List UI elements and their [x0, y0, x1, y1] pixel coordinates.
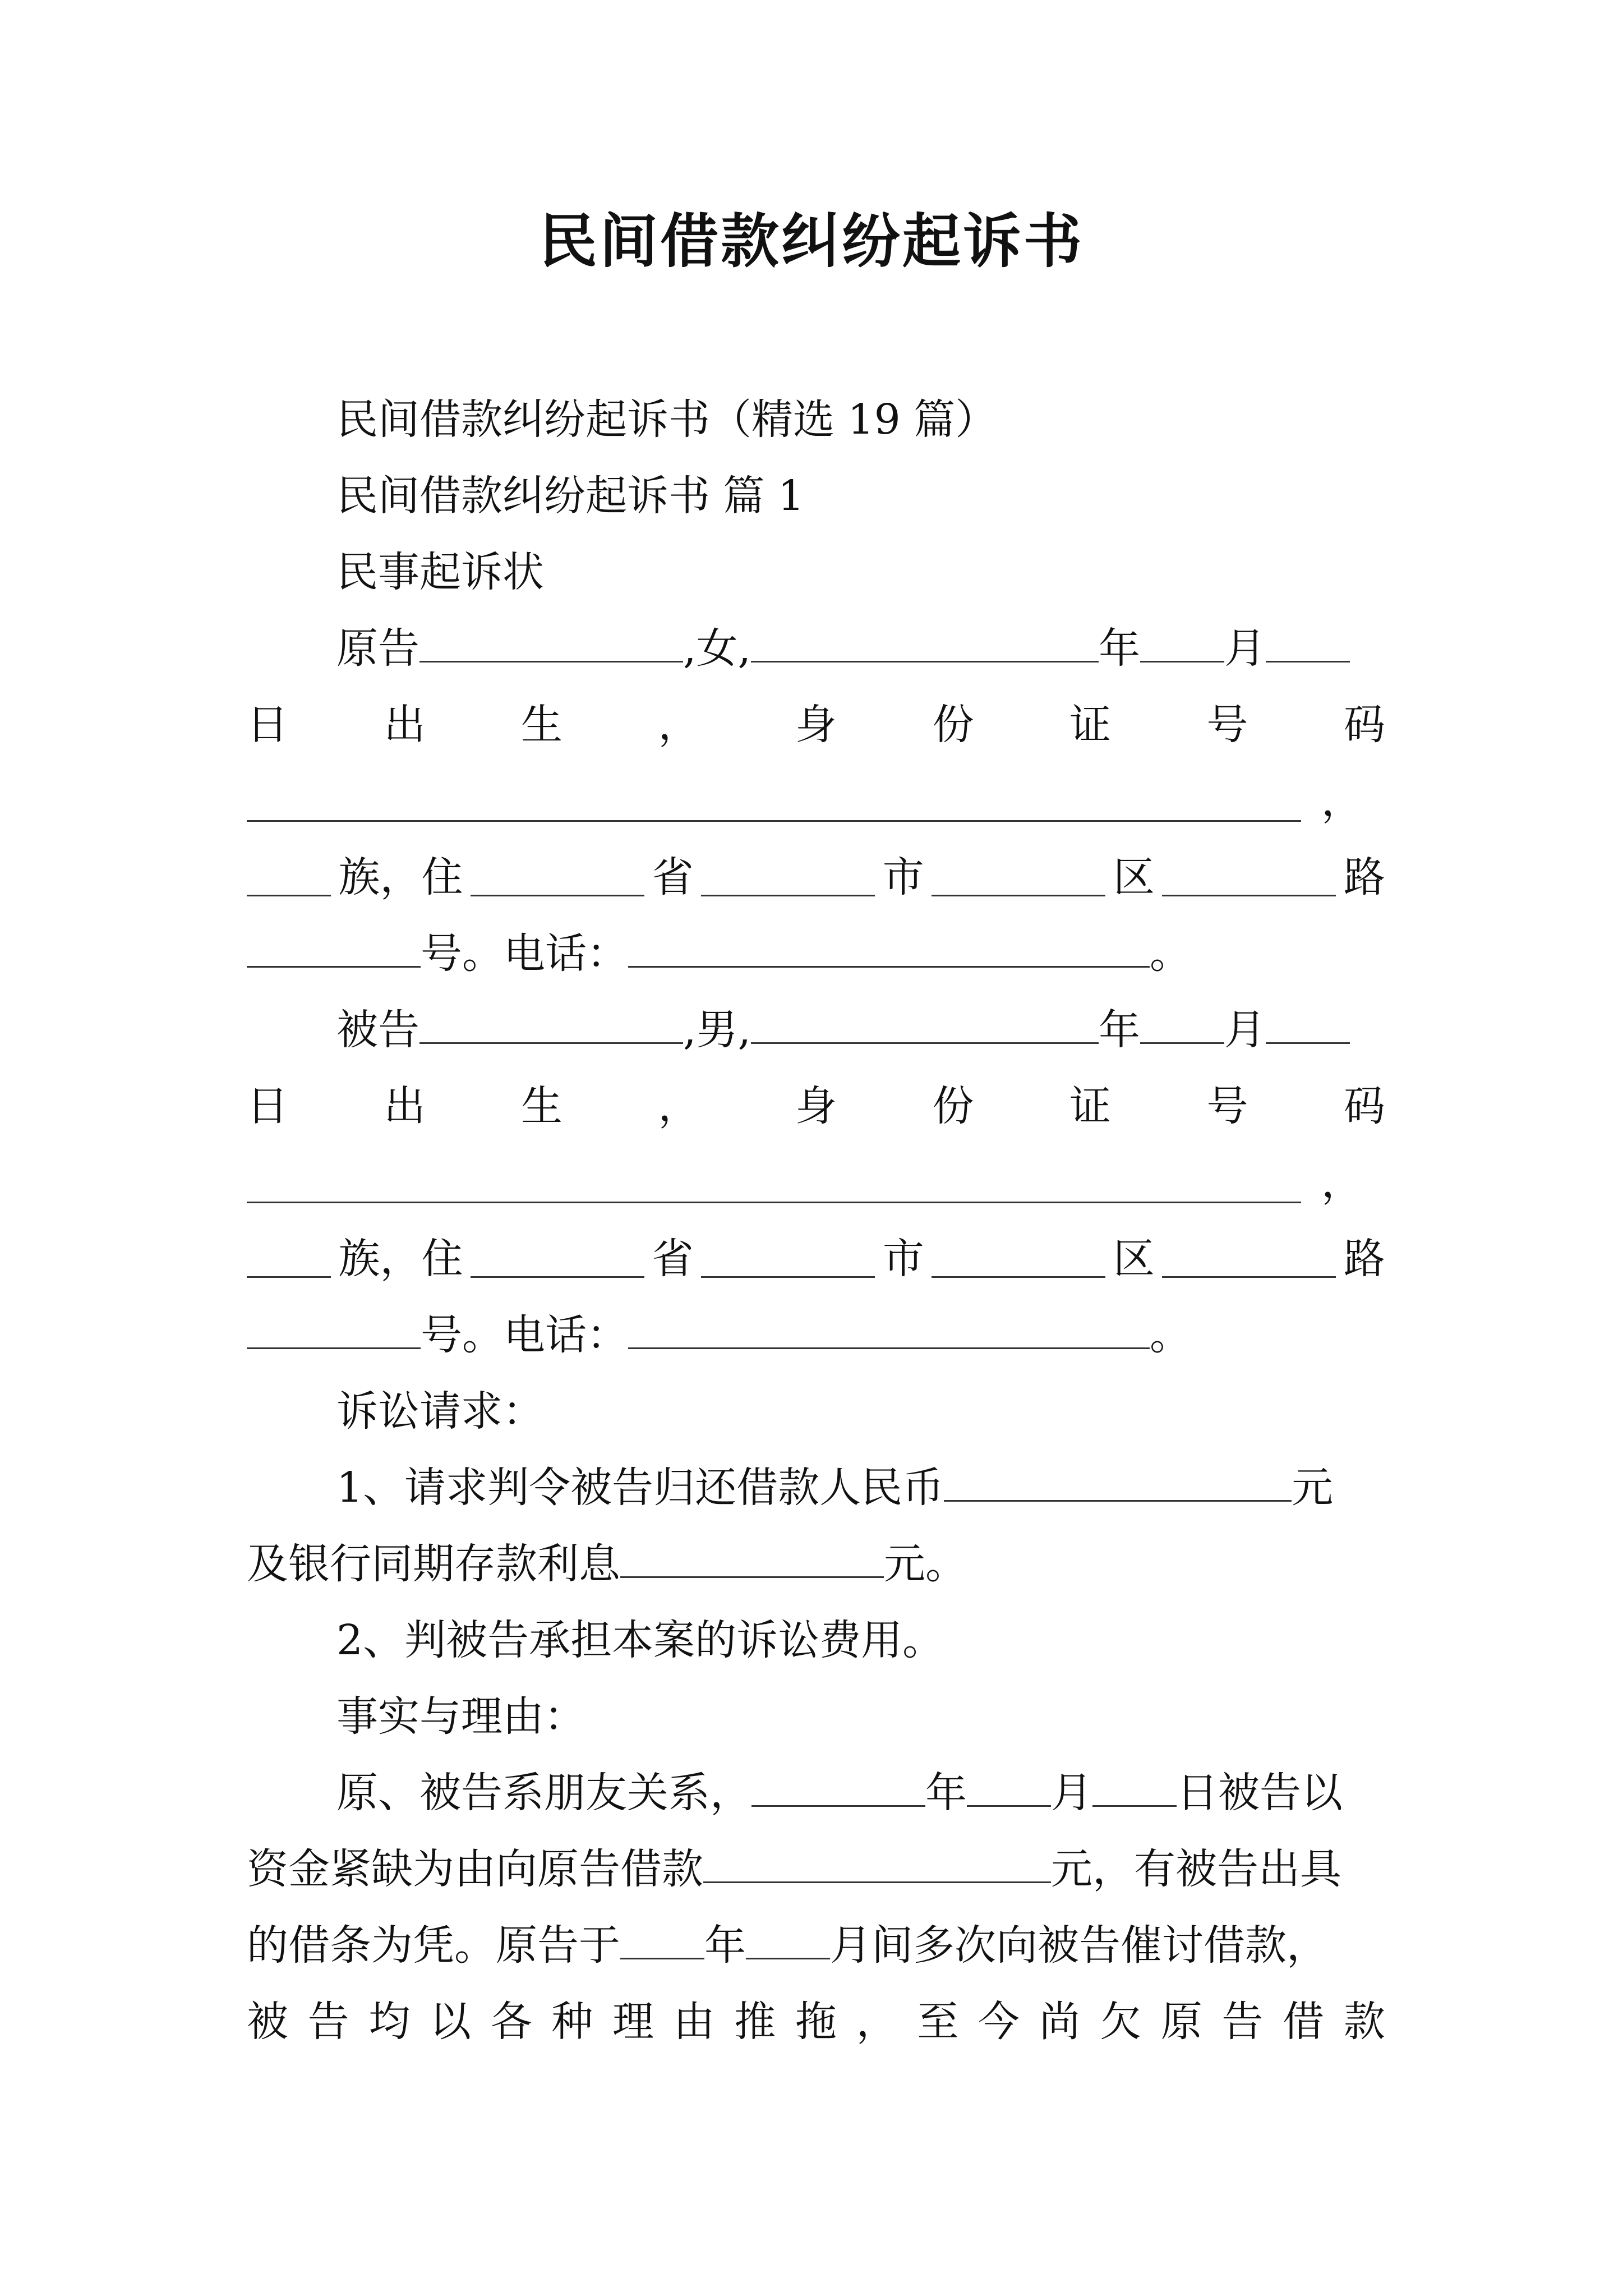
- claim-2: 2、判被告承担本案的诉讼费用。: [336, 1616, 944, 1664]
- plaintiff-gender: ,女,: [683, 624, 751, 673]
- defendant-label: 被告: [336, 1006, 419, 1054]
- claim-1-line-2: [247, 1526, 1385, 1602]
- facts-2-tail: 元，有被告出具: [1051, 1845, 1341, 1893]
- plaintiff-ethnic: 族，住: [338, 853, 463, 901]
- facts-4-char-3: 以: [429, 1998, 471, 2046]
- plaintiff-day-blank: [1266, 625, 1350, 662]
- defendant-day-char-2: 生: [521, 1082, 562, 1130]
- plaintiff-id-blank: [247, 781, 1301, 822]
- facts-4-char-14: 欠: [1100, 1998, 1142, 2046]
- defendant-line-4: [247, 1221, 1385, 1297]
- facts-1-month-blank: [967, 1769, 1051, 1807]
- plaintiff-day-char-6: 证: [1069, 701, 1111, 749]
- facts-line-3: [247, 1907, 1385, 1984]
- plaintiff-period: 。: [1150, 930, 1191, 978]
- subtitle: 民间借款纠纷起诉书（精选 19 篇）: [336, 395, 997, 444]
- plaintiff-year: 年: [1099, 624, 1141, 673]
- defendant-line-2: [247, 1068, 1385, 1144]
- plaintiff-month-blank: [1140, 625, 1224, 662]
- facts-line-2: [247, 1831, 1385, 1907]
- defendant-city-blank: [701, 1240, 875, 1278]
- facts-4-char-10: ，: [856, 1998, 898, 2046]
- plaintiff-day-char-5: 份: [932, 701, 974, 749]
- facts-line-1: [247, 1755, 1385, 1831]
- plaintiff-city-blank: [701, 859, 875, 896]
- facts-4-char-0: 被: [247, 1998, 288, 2046]
- plaintiff-province: 省: [652, 853, 694, 901]
- plaintiff-ethnic-blank: [247, 859, 331, 896]
- facts-4-char-1: 告: [307, 1998, 349, 2046]
- plaintiff-day-char-2: 生: [521, 701, 562, 749]
- plaintiff-day-char-0: 日: [247, 701, 288, 749]
- claim-1-interest-blank: [620, 1540, 884, 1578]
- document-title: 民间借款纠纷起诉书: [538, 206, 1084, 275]
- plaintiff-number: 号。电话：: [421, 930, 628, 978]
- facts-4-char-9: 拖: [795, 1998, 837, 2046]
- defendant-year: 年: [1099, 1006, 1141, 1054]
- facts-2-amount-blank: [703, 1846, 1051, 1883]
- defendant-ethnicity-blank: [751, 1006, 1099, 1044]
- facts-1-year-blank: [751, 1769, 925, 1807]
- doc-type: 民事起诉状: [336, 548, 544, 596]
- facts-1-tail: 日被告以: [1177, 1769, 1343, 1817]
- defendant-district-blank: [932, 1240, 1105, 1278]
- plaintiff-label: 原告: [336, 624, 419, 673]
- facts-3-text: 的借条为凭。原告于: [247, 1921, 620, 1970]
- plaintiff-day-char-1: 出: [384, 701, 426, 749]
- plaintiff-ethnicity-blank: [751, 625, 1099, 662]
- facts-1-text: 原、被告系朋友关系，: [336, 1769, 751, 1817]
- defendant-id-blank: [247, 1162, 1301, 1203]
- defendant-province-blank: [471, 1240, 644, 1278]
- plaintiff-district-blank: [932, 859, 1105, 896]
- defendant-day-char-7: 号: [1206, 1082, 1248, 1130]
- defendant-road: 路: [1343, 1235, 1385, 1283]
- plaintiff-phone-blank: [628, 930, 1150, 968]
- facts-1-day-blank: [1092, 1769, 1177, 1807]
- plaintiff-day-char-8: 码: [1344, 701, 1385, 749]
- plaintiff-line-1: [247, 610, 1385, 687]
- defendant-province: 省: [652, 1235, 694, 1283]
- plaintiff-id-comma: ，: [1321, 777, 1363, 825]
- plaintiff-city: 市: [882, 853, 924, 901]
- claims-heading: 诉讼请求：: [336, 1387, 544, 1435]
- facts-4-char-13: 尚: [1039, 1998, 1081, 2046]
- defendant-line-3: [247, 1144, 1385, 1221]
- plaintiff-road: 路: [1343, 853, 1385, 901]
- defendant-month-blank: [1140, 1006, 1224, 1044]
- facts-1-month: 月: [1051, 1769, 1092, 1817]
- facts-3-year: 年: [704, 1921, 746, 1970]
- defendant-line-5: [247, 1297, 1385, 1373]
- defendant-id-comma: ，: [1321, 1158, 1363, 1207]
- facts-4-char-2: 均: [368, 1998, 411, 2046]
- plaintiff-road-blank: [1162, 859, 1336, 896]
- defendant-ethnic: 族，住: [338, 1235, 463, 1283]
- facts-4-char-8: 推: [734, 1998, 776, 2046]
- facts-4-char-5: 种: [551, 1998, 593, 2046]
- facts-4-char-11: 至: [917, 1998, 959, 2046]
- facts-4-char-4: 各: [490, 1998, 532, 2046]
- defendant-number: 号。电话：: [421, 1311, 628, 1359]
- plaintiff-district: 区: [1113, 853, 1155, 901]
- facts-4-char-7: 由: [673, 1998, 715, 2046]
- defendant-day-char-6: 证: [1069, 1082, 1111, 1130]
- facts-4-char-6: 理: [612, 1998, 654, 2046]
- plaintiff-name-blank: [419, 625, 683, 662]
- defendant-day-char-5: 份: [932, 1082, 974, 1130]
- defendant-road-blank: [1162, 1240, 1336, 1278]
- facts-3-year-blank: [620, 1922, 704, 1959]
- claim-1-interest-text: 及银行同期存款利息: [247, 1540, 620, 1588]
- facts-4-char-15: 原: [1160, 1998, 1202, 2046]
- plaintiff-line-3: [247, 763, 1385, 839]
- claim-1-interest-unit: 元。: [884, 1540, 967, 1588]
- claim-1-line-1: [247, 1450, 1385, 1526]
- defendant-day-char-4: 身: [795, 1082, 837, 1130]
- facts-4-char-12: 今: [978, 1998, 1020, 2046]
- plaintiff-line-5: [247, 915, 1385, 992]
- claim-1-amount-blank: [944, 1464, 1292, 1502]
- facts-3-month-blank: [746, 1922, 830, 1959]
- defendant-district: 区: [1113, 1235, 1155, 1283]
- claim-1-unit: 元: [1292, 1464, 1334, 1512]
- defendant-name-blank: [419, 1006, 683, 1044]
- section-heading: 民间借款纠纷起诉书 篇 1: [336, 472, 805, 520]
- defendant-gender: ,男,: [683, 1006, 751, 1054]
- facts-line-4: [247, 1984, 1385, 2060]
- defendant-city: 市: [882, 1235, 924, 1283]
- facts-4-char-16: 告: [1221, 1998, 1264, 2046]
- defendant-number-blank: [247, 1312, 421, 1349]
- defendant-phone-blank: [628, 1312, 1150, 1349]
- plaintiff-province-blank: [471, 859, 644, 896]
- plaintiff-month: 月: [1224, 624, 1266, 673]
- facts-4-char-17: 借: [1283, 1998, 1325, 2046]
- facts-3-tail: 月间多次向被告催讨借款，: [830, 1921, 1328, 1970]
- defendant-day-char-3: ，: [658, 1082, 700, 1130]
- defendant-day-char-8: 码: [1344, 1082, 1385, 1130]
- facts-2-text: 资金紧缺为由向原告借款: [247, 1845, 703, 1893]
- defendant-period: 。: [1150, 1311, 1191, 1359]
- plaintiff-day-char-7: 号: [1206, 701, 1248, 749]
- defendant-line-1: [247, 992, 1385, 1068]
- plaintiff-day-char-4: 身: [795, 701, 837, 749]
- defendant-day-char-1: 出: [384, 1082, 426, 1130]
- plaintiff-day-char-3: ，: [658, 701, 700, 749]
- defendant-ethnic-blank: [247, 1240, 331, 1278]
- plaintiff-line-2: [247, 687, 1385, 763]
- facts-1-year: 年: [925, 1769, 967, 1817]
- defendant-month: 月: [1224, 1006, 1266, 1054]
- defendant-day-blank: [1266, 1006, 1350, 1044]
- facts-4-char-18: 款: [1343, 1998, 1385, 2046]
- facts-heading: 事实与理由：: [336, 1692, 585, 1741]
- plaintiff-line-4: [247, 839, 1385, 915]
- defendant-day-char-0: 日: [247, 1082, 288, 1130]
- plaintiff-number-blank: [247, 930, 421, 968]
- claim-1-text: 1、请求判令被告归还借款人民币: [336, 1464, 944, 1512]
